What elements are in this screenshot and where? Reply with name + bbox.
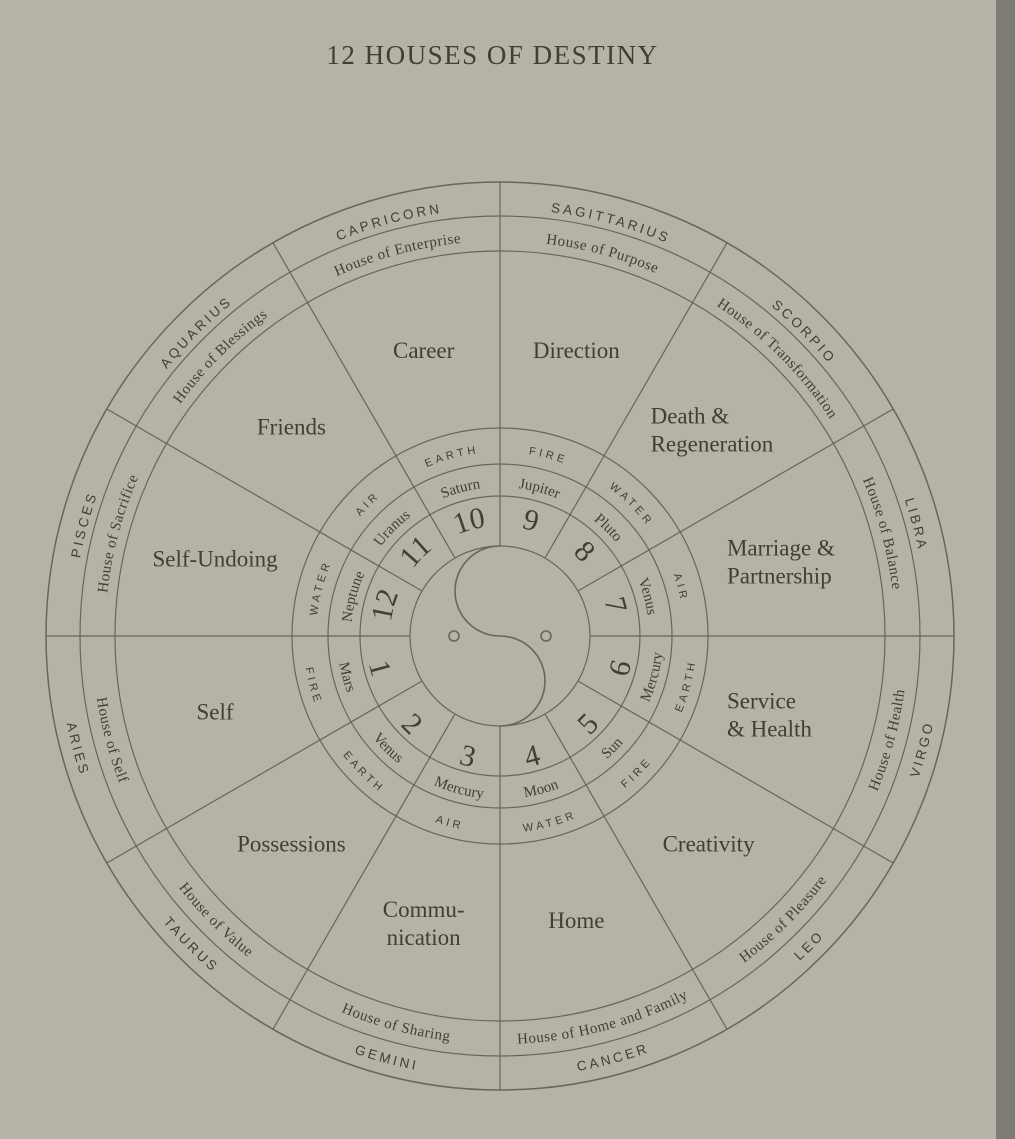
planet-label-house-3: Mercury xyxy=(431,773,485,803)
planet-label-house-2: Venus xyxy=(369,729,407,767)
planet-label-house-12: Neptune xyxy=(339,568,369,623)
keyword-label-house-3: Commu-nication xyxy=(382,896,465,950)
element-label-house-4: WATER xyxy=(522,808,579,835)
zodiac-label-sagittarius: SAGITTARIUS xyxy=(550,200,673,247)
house-name-sagittarius: House of Purpose xyxy=(545,231,662,277)
house-number-1: 1 xyxy=(361,656,398,680)
keyword-label-house-12: Self-Undoing xyxy=(152,546,278,572)
element-label-house-9: FIRE xyxy=(527,445,570,468)
element-label-house-5: FIRE xyxy=(618,754,655,791)
planet-label-house-5: Sun xyxy=(598,734,627,763)
keyword-label-house-9: Direction xyxy=(532,338,620,364)
element-label-house-6: EARTH xyxy=(673,658,699,714)
house-number-10: 10 xyxy=(448,501,488,541)
zodiac-label-aries: ARIES xyxy=(63,720,93,778)
yin-dot-right xyxy=(541,631,551,641)
house-number-8: 8 xyxy=(567,534,602,569)
house-name-cancer: House of Home and Family xyxy=(516,987,691,1048)
zodiac-label-libra: LIBRA xyxy=(901,495,931,553)
house-number-2: 2 xyxy=(394,707,429,742)
keyword-label-house-8: Death & Regeneration xyxy=(650,403,774,457)
house-number-6: 6 xyxy=(602,656,639,680)
sector-divider-210 xyxy=(273,714,455,1029)
planet-label-house-7: Venus xyxy=(634,575,660,617)
house-name-libra: House of Balance xyxy=(859,474,905,591)
keyword-label-house-2: Possessions xyxy=(237,831,346,857)
page-title: 12 HOUSES OF DESTINY xyxy=(326,40,659,70)
house-name-aries: House of Self xyxy=(92,696,131,786)
element-label-house-10: EARTH xyxy=(423,444,480,470)
element-label-house-2: EARTH xyxy=(340,749,387,796)
house-name-taurus: House of Value xyxy=(175,879,257,961)
keyword-label-house-10: Career xyxy=(392,338,455,364)
zodiac-label-gemini: GEMINI xyxy=(353,1041,421,1074)
element-label-house-8: WATER xyxy=(607,480,656,529)
planet-label-house-10: Saturn xyxy=(438,476,482,503)
house-name-pisces: House of Sacrifice xyxy=(95,472,143,594)
house-number-11: 11 xyxy=(392,528,438,574)
yin-yang-icon xyxy=(449,546,551,726)
house-name-leo: House of Pleasure xyxy=(736,872,831,967)
house-number-5: 5 xyxy=(571,707,606,742)
house-name-capricorn: House of Enterprise xyxy=(331,230,462,280)
keyword-label-house-6: Service & Health xyxy=(726,688,812,742)
planet-label-house-1: Mars xyxy=(335,660,359,695)
zodiac-label-scorpio: SCORPIO xyxy=(769,296,840,367)
keyword-label-house-7: Marriage & Partnership xyxy=(726,535,835,589)
planet-label-house-9: Jupiter xyxy=(517,476,563,503)
element-label-house-7: AIR xyxy=(670,571,690,604)
element-label-house-3: AIR xyxy=(434,813,466,833)
keyword-label-house-11: Friends xyxy=(256,414,326,440)
zodiac-label-capricorn: CAPRICORN xyxy=(333,200,443,244)
keyword-label-house-5: Creativity xyxy=(662,831,755,857)
zodiac-label-leo: LEO xyxy=(791,927,828,964)
zodiac-label-pisces: PISCES xyxy=(68,489,101,560)
zodiac-label-cancer: CANCER xyxy=(575,1040,652,1075)
element-label-house-1: FIRE xyxy=(302,666,325,707)
planet-label-house-8: Pluto xyxy=(591,510,626,545)
house-name-aquarius: House of Blessings xyxy=(170,306,271,407)
house-number-12: 12 xyxy=(365,584,405,624)
sector-divider-150 xyxy=(545,714,727,1029)
yin-yang-curve xyxy=(455,546,545,726)
right-edge-strip xyxy=(996,0,1015,1139)
planet-label-house-4: Moon xyxy=(522,776,561,802)
planet-label-house-6: Mercury xyxy=(637,651,667,705)
keyword-label-house-1: Self xyxy=(196,699,234,725)
element-label-house-12: WATER xyxy=(308,558,335,617)
zodiac-label-virgo: VIRGO xyxy=(907,719,937,780)
house-number-9: 9 xyxy=(519,502,543,539)
house-name-gemini: House of Sharing xyxy=(339,1000,452,1045)
keyword-label-house-4: Home xyxy=(548,907,605,933)
house-number-4: 4 xyxy=(520,738,544,775)
house-number-7: 7 xyxy=(597,593,634,617)
house-name-scorpio: House of Transformation xyxy=(714,295,841,422)
element-label-house-11: AIR xyxy=(353,489,383,519)
house-name-virgo: House of Health xyxy=(865,687,909,794)
zodiac-label-aquarius: AQUARIUS xyxy=(157,293,236,372)
planet-label-house-11: Uranus xyxy=(371,506,414,550)
yin-dot-left xyxy=(449,631,459,641)
zodiac-label-taurus: TAURUS xyxy=(160,914,223,976)
house-number-3: 3 xyxy=(456,738,480,775)
